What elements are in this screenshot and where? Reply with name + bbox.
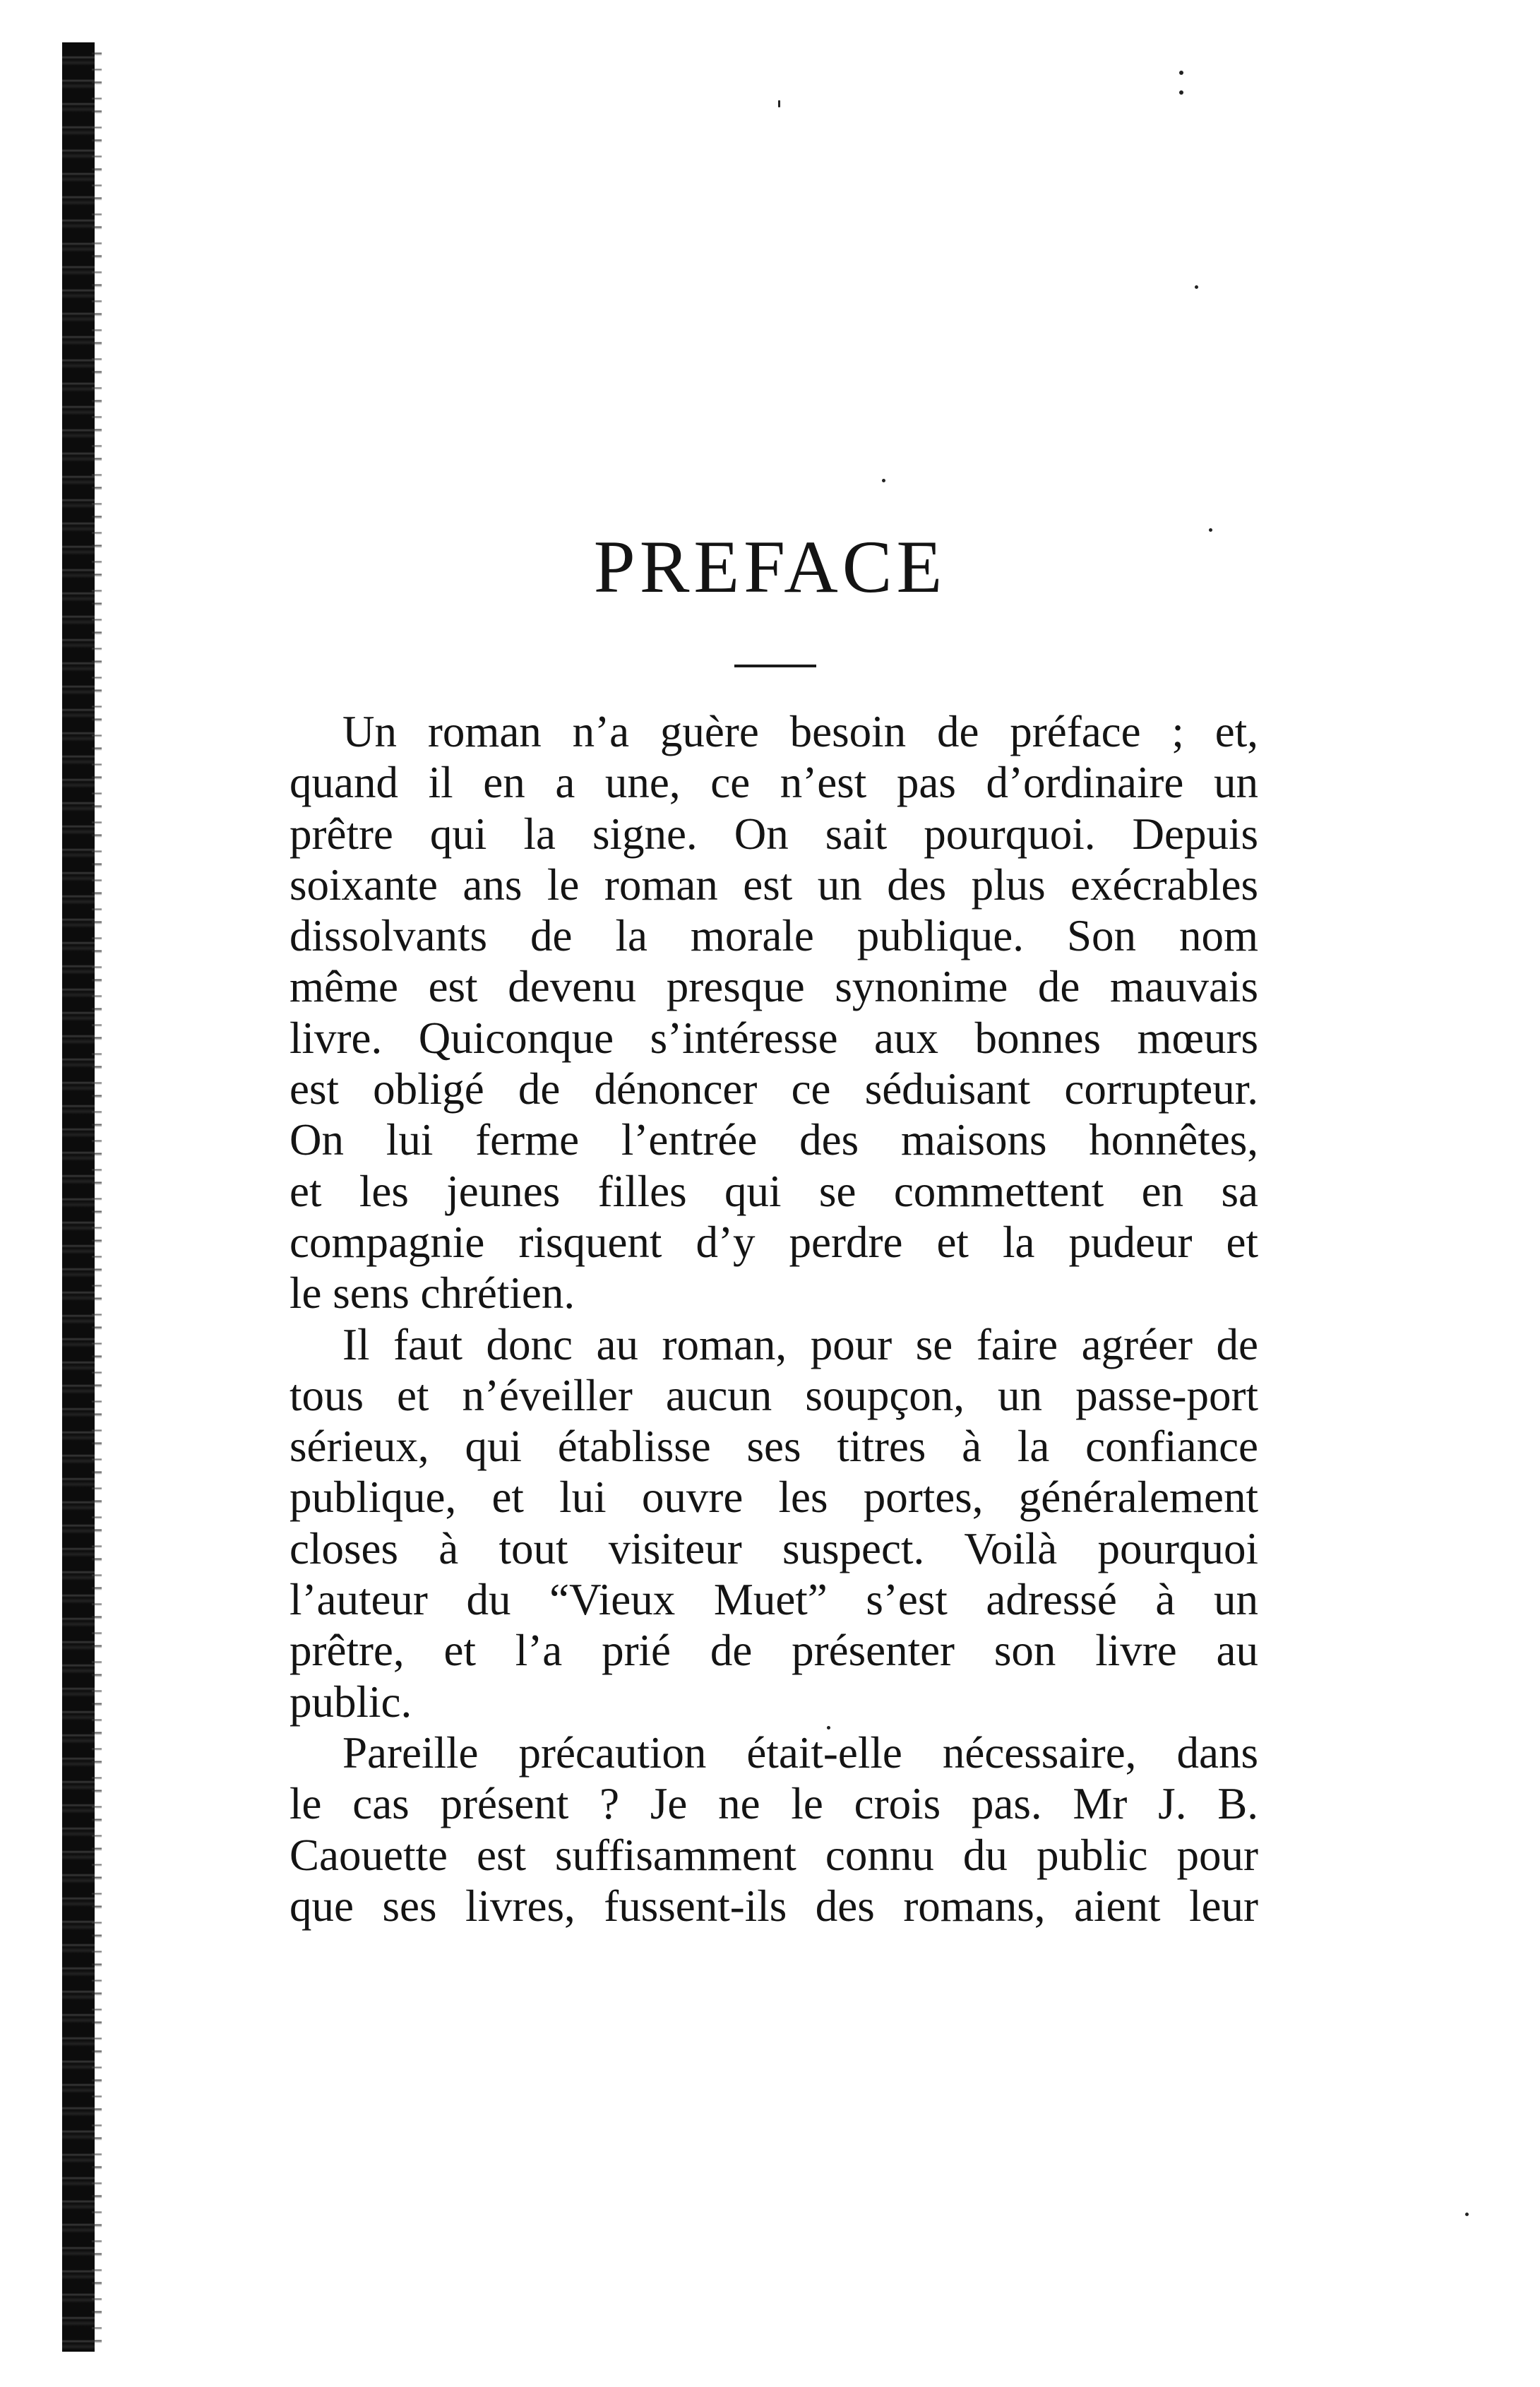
page-title: PREFACE bbox=[593, 525, 947, 608]
text-line: tous et n’éveiller aucun soupçon, un passe-port bbox=[290, 1370, 1258, 1420]
scan-speck bbox=[1465, 2213, 1469, 2216]
text-line: l’auteur du “Vieux Muet” s’est adressé à un bbox=[290, 1575, 1258, 1625]
text-line: le cas présent ? Je ne le crois pas. Mr J. B. bbox=[290, 1779, 1258, 1829]
text-line: Il faut donc au roman, pour se faire agréer de bbox=[342, 1319, 1258, 1369]
text-line: et les jeunes filles qui se commettent en sa bbox=[290, 1166, 1258, 1216]
text-line: Caouette est suffisamment connu du public pour bbox=[290, 1830, 1258, 1880]
text-line: Un roman n’a guère besoin de préface ; et, bbox=[342, 707, 1258, 756]
scan-speck bbox=[1179, 71, 1183, 75]
text-line: livre. Quiconque s’intéresse aux bonnes mœurs bbox=[290, 1013, 1258, 1063]
paragraph-1 bbox=[290, 706, 1258, 1319]
text-line: sérieux, qui établisse ses titres à la confiance bbox=[290, 1422, 1258, 1472]
scan-speck bbox=[1179, 90, 1183, 95]
title-rule bbox=[734, 665, 816, 667]
paragraph-3 bbox=[290, 1727, 1258, 1931]
paragraph-2 bbox=[290, 1319, 1258, 1727]
text-line: dissolvants de la morale publique. Son nom bbox=[290, 911, 1258, 961]
text-line: le sens chrétien. bbox=[290, 1268, 575, 1318]
text-line: On lui ferme l’entrée des maisons honnêtes, bbox=[290, 1115, 1258, 1165]
text-line: soixante ans le roman est un des plus exécrables bbox=[290, 859, 1258, 910]
text-line: compagnie risquent d’y perdre et la pudeur et bbox=[290, 1217, 1258, 1267]
text-line: prêtre qui la signe. On sait pourquoi. Depuis bbox=[290, 809, 1258, 859]
text-line: que ses livres, fussent-ils des romans, aient leur bbox=[290, 1881, 1258, 1931]
scan-speck bbox=[778, 100, 780, 107]
binding-gutter-shadow bbox=[92, 42, 102, 2352]
scan-speck bbox=[882, 479, 885, 482]
binding-gutter-scan-edge bbox=[62, 42, 95, 2352]
text-line: quand il en a une, ce n’est pas d’ordinaire un bbox=[290, 758, 1258, 808]
body-text bbox=[290, 706, 1258, 1931]
scan-speck bbox=[1195, 285, 1198, 289]
text-line: prêtre, et l’a prié de présenter son livre au bbox=[290, 1626, 1258, 1676]
text-line: public. bbox=[290, 1677, 412, 1727]
text-line: closes à tout visiteur suspect. Voilà pourquoi bbox=[290, 1523, 1258, 1573]
text-line: est obligé de dénoncer ce séduisant corrupteur. bbox=[290, 1064, 1258, 1114]
text-line: publique, et lui ouvre les portes, généralement bbox=[290, 1472, 1258, 1523]
text-line: Pareille précaution était-elle nécessaire, dans bbox=[342, 1727, 1258, 1778]
text-line: même est devenu presque synonime de mauvais bbox=[290, 962, 1258, 1012]
